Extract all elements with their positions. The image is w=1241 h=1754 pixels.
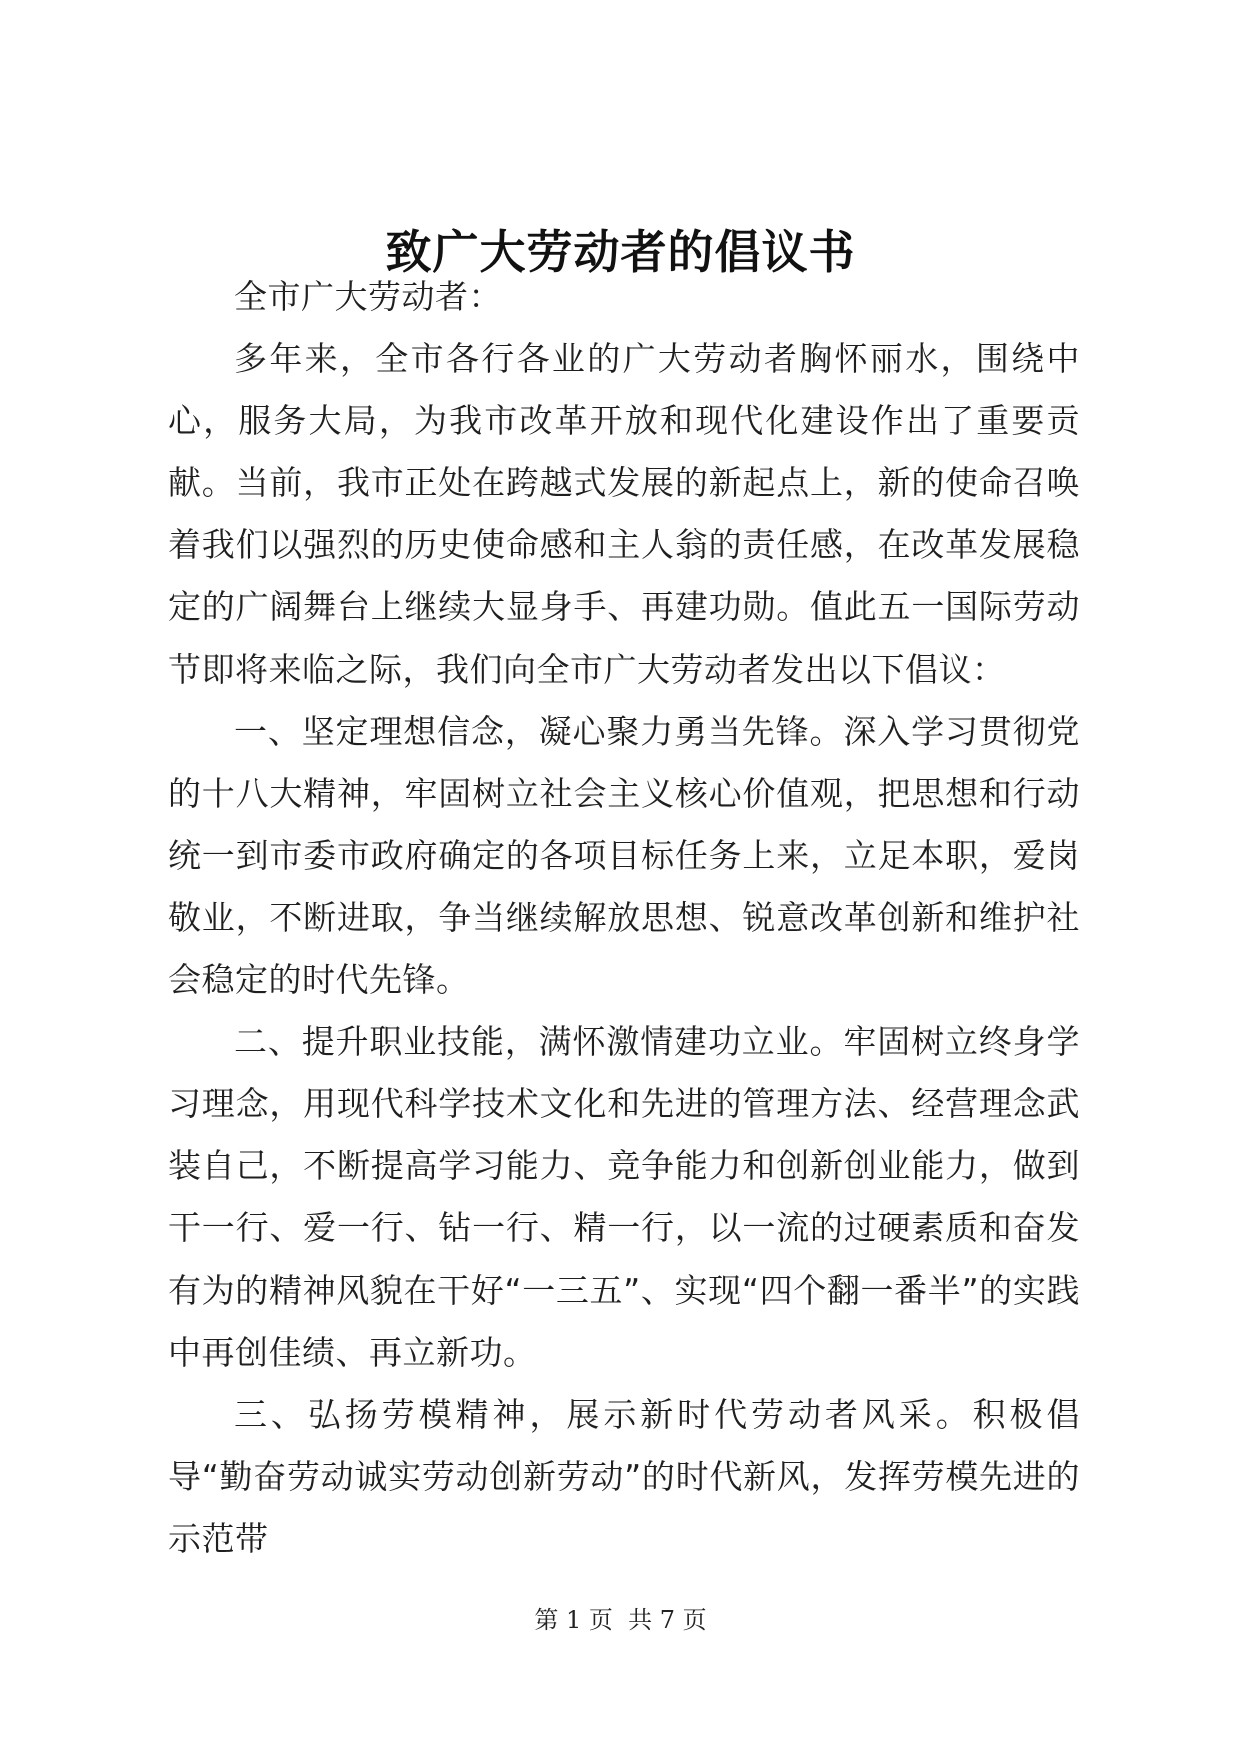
page-number-label: 第 1 页 共 7 页 xyxy=(534,1606,707,1634)
paragraph-intro: 多年来，全市各行各业的广大劳动者胸怀丽水，围绕中心，服务大局，为我市改革开放和现代化建设作出了重要贡献。当前，我市正处在跨越式发展的新起点上，新的使命召唤着我们以强烈的历史使命感和主人翁的责任感，在改革发展稳定的广阔舞台上继续大显身手、再建功勋。值此五一国际劳动节即将来临之际，我们向全市广大劳动者发出以下倡议： xyxy=(168,339,1080,689)
document-title: 致广大劳动者的倡议书 xyxy=(385,225,856,279)
page-number-footer xyxy=(0,1604,1241,1636)
salutation: 全市广大劳动者： xyxy=(234,277,502,316)
paragraph-proposal-2: 二、提升职业技能，满怀激情建功立业。牢固树立终身学习理念，用现代科学技术文化和先进的管理方法、经营理念武装自己，不断提高学习能力、竞争能力和创新创业能力，做到干一行、爱一行、钻一行、精一行，以一流的过硬素质和奋发有为的精神风貌在干好“一三五”、实现“四个翻一番半”的实践中再创佳绩、再立新功。 xyxy=(168,1022,1080,1372)
paragraph-proposal-1: 一、坚定理想信念，凝心聚力勇当先锋。深入学习贯彻党的十八大精神，牢固树立社会主义核心价值观，把思想和行动统一到市委市政府确定的各项目标任务上来，立足本职，爱岗敬业，不断进取，争当继续解放思想、锐意改革创新和维护社会稳定的时代先锋。 xyxy=(168,711,1080,1000)
paragraph-proposal-3: 三、弘扬劳模精神，展示新时代劳动者风采。积极倡导“勤奋劳动诚实劳动创新劳动”的时代新风，发挥劳模先进的示范带 xyxy=(168,1394,1080,1558)
document-body xyxy=(168,266,1080,1570)
